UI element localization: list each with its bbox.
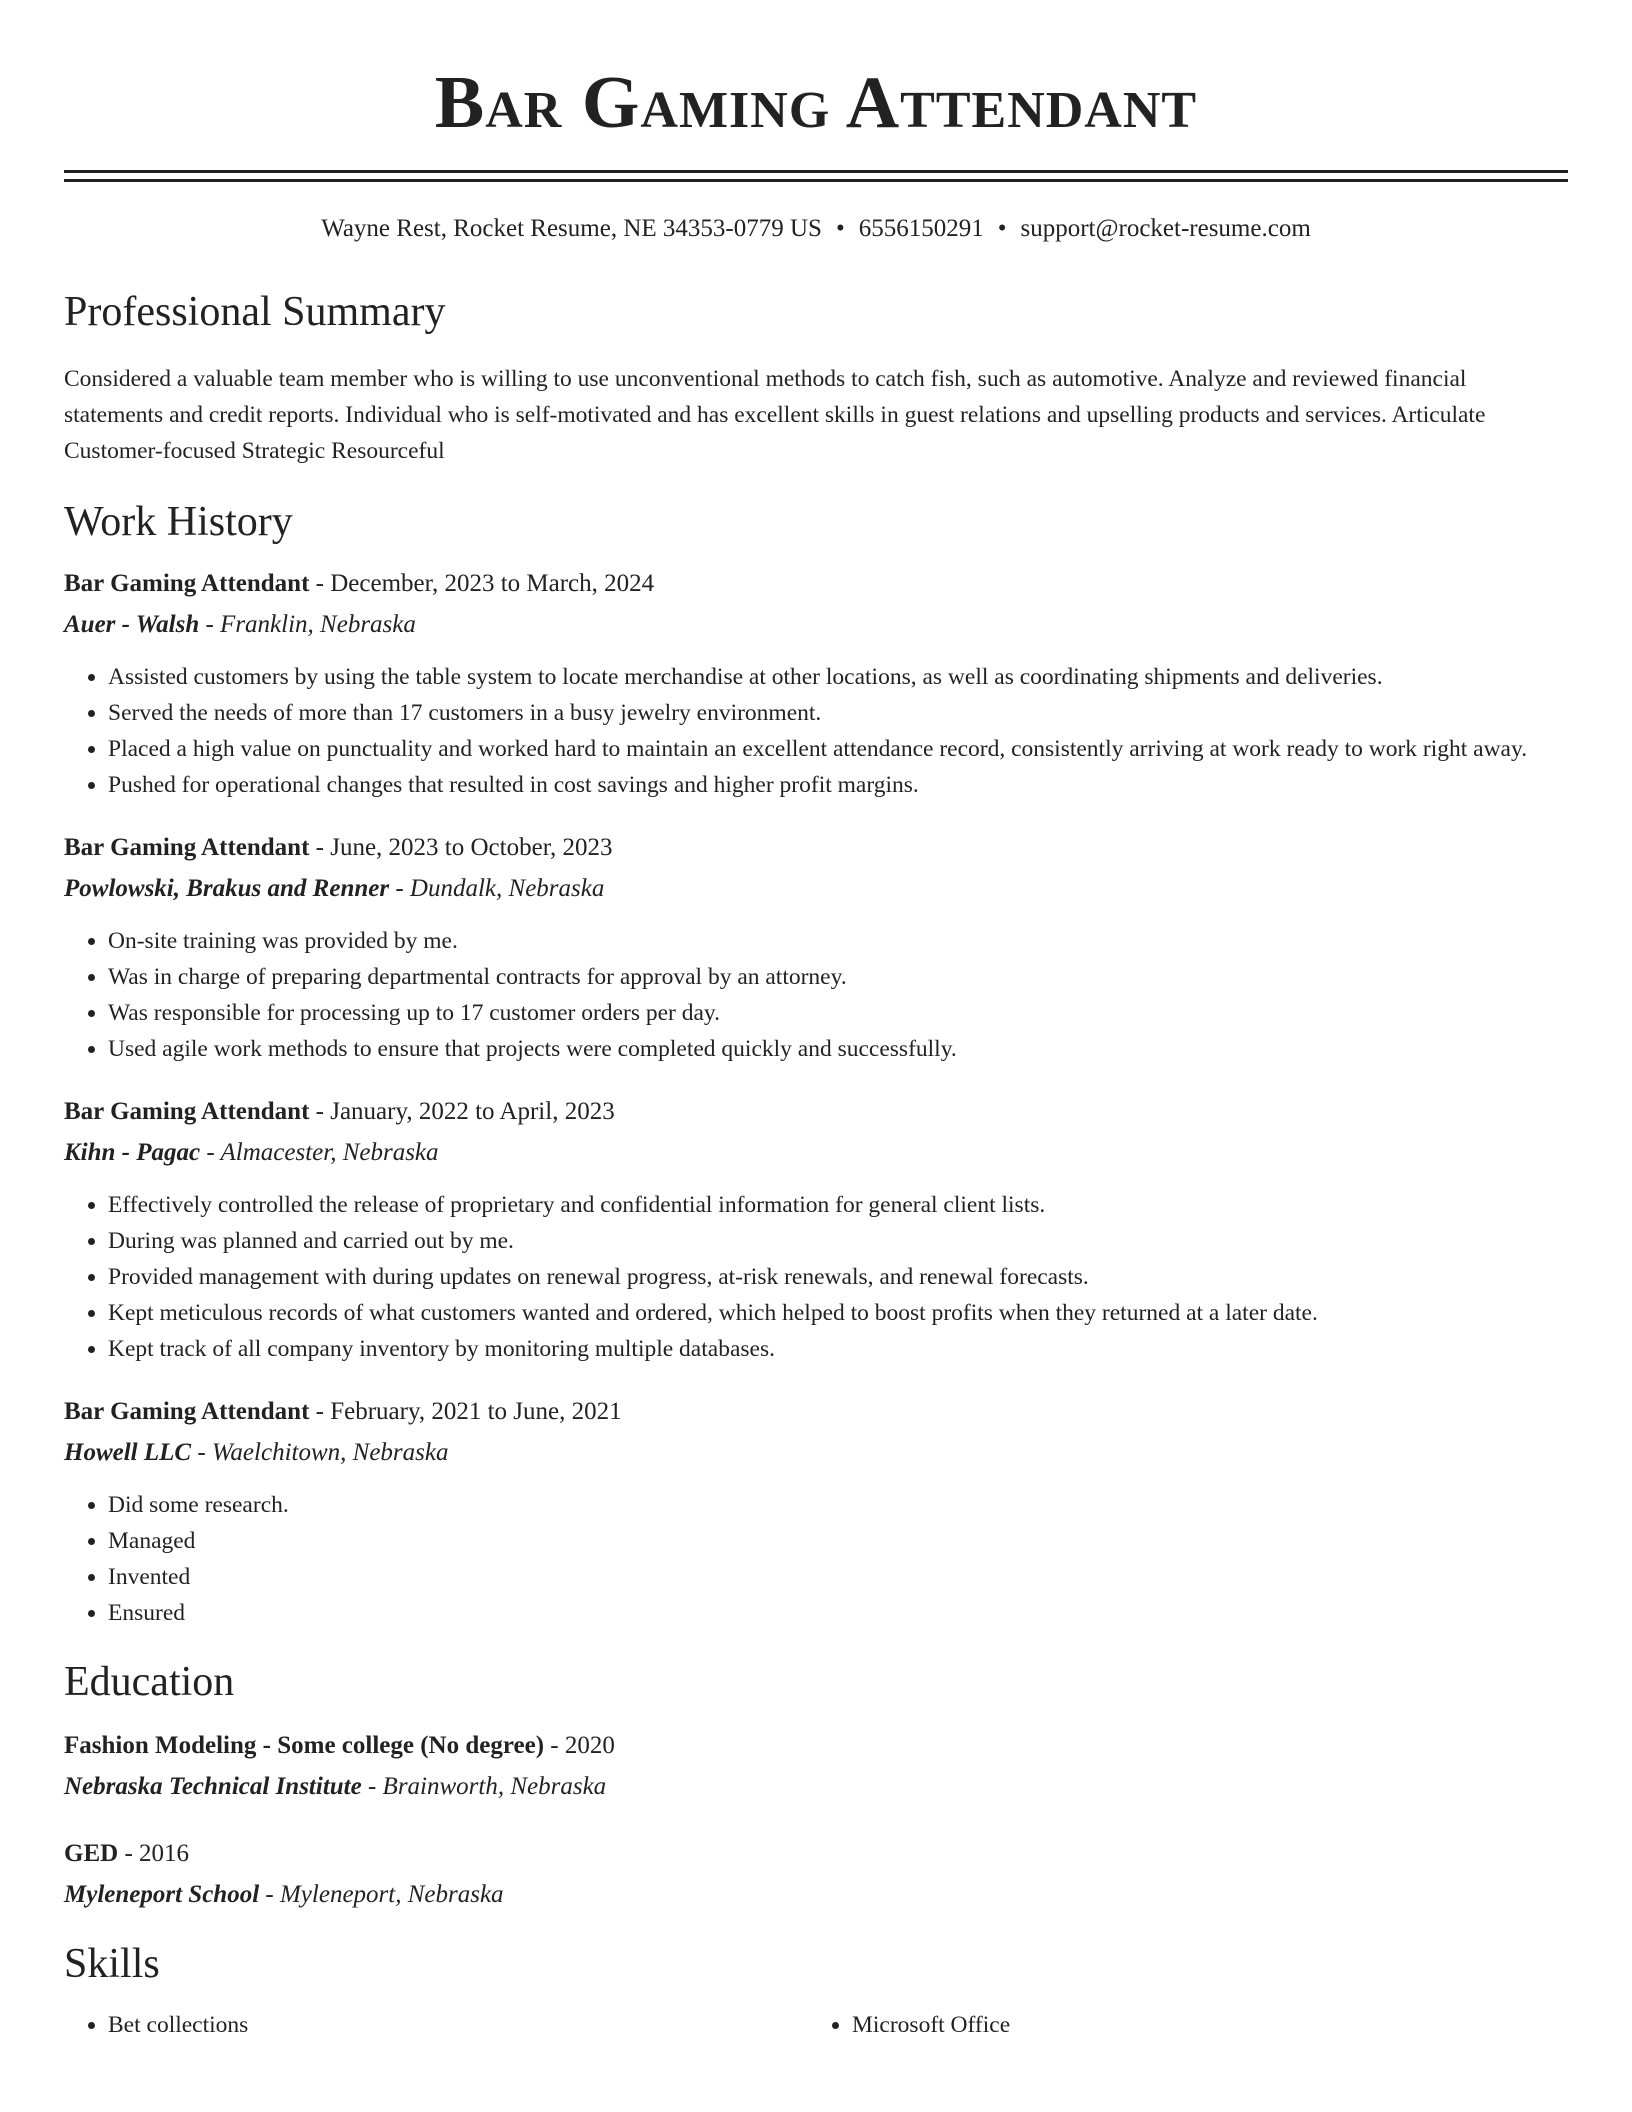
job-bullet: • Provided management with during updates on renewal progress, at-risk renewals, and renewal forecasts. xyxy=(108,1259,1568,1295)
job-title: Bar Gaming Attendant xyxy=(64,1398,310,1425)
skill-item: • Microsoft Office xyxy=(852,2007,1552,2043)
contact-line xyxy=(64,216,1568,241)
education-degree-line xyxy=(64,1841,1568,1866)
job-company: Powlowski, Brakus and Renner xyxy=(64,875,390,902)
education-school: Nebraska Technical Institute xyxy=(64,1773,362,1800)
skills-column-right xyxy=(808,2007,1552,2043)
contact-address: Wayne Rest, Rocket Resume, NE 34353-0779 US xyxy=(321,215,822,242)
job-bullet: • During was planned and carried out by me. xyxy=(108,1223,1568,1259)
job-location: - Franklin, Nebraska xyxy=(199,611,416,638)
job-company: Auer - Walsh xyxy=(64,611,200,638)
job-location: - Waelchitown, Nebraska xyxy=(191,1439,449,1466)
job-bullet: • Served the needs of more than 17 customers in a busy jewelry environment. xyxy=(108,695,1568,731)
skill-item: • Bet collections xyxy=(108,2007,808,2043)
job-bullet: • Effectively controlled the release of proprietary and confidential information for general client lists. xyxy=(108,1187,1568,1223)
job-company-line xyxy=(64,876,1568,901)
job-bullet: • Assisted customers by using the table system to locate merchandise at other locations, as well as coordinating shipments and deliveries. xyxy=(108,659,1568,695)
resume-title: Bar Gaming Attendant xyxy=(434,62,1198,144)
job-dates: - February, 2021 to June, 2021 xyxy=(309,1398,622,1425)
education-school-line xyxy=(64,1882,1568,1907)
title-divider-top xyxy=(64,170,1568,173)
job-bullets xyxy=(64,1187,1568,1367)
job-bullet: • Ensured xyxy=(108,1595,1568,1631)
job-bullet: • Kept meticulous records of what customers wanted and ordered, which helped to boost profits when they returned at a later date. xyxy=(108,1295,1568,1331)
job-bullet: • Kept track of all company inventory by monitoring multiple databases. xyxy=(108,1331,1568,1367)
job-entry xyxy=(64,1099,1568,1367)
job-bullets xyxy=(64,659,1568,803)
job-dates: - June, 2023 to October, 2023 xyxy=(309,834,613,861)
job-company: Kihn - Pagac xyxy=(64,1139,201,1166)
title-divider-bottom xyxy=(64,179,1568,182)
job-bullet: • On-site training was provided by me. xyxy=(108,923,1568,959)
education-year: - 2020 xyxy=(544,1732,615,1759)
education-school: Myleneport School xyxy=(64,1881,260,1908)
education-degree-line xyxy=(64,1733,1568,1758)
contact-phone: 6556150291 xyxy=(858,215,984,242)
skills-column-left xyxy=(64,2007,808,2043)
summary-heading: Professional Summary xyxy=(64,289,446,335)
education-location: - Brainworth, Nebraska xyxy=(361,1773,607,1800)
job-title: Bar Gaming Attendant xyxy=(64,834,310,861)
education-heading: Education xyxy=(64,1659,235,1705)
education-school-line xyxy=(64,1774,1568,1799)
job-dates: - December, 2023 to March, 2024 xyxy=(309,570,655,597)
job-title-line xyxy=(64,571,1568,596)
education-location: - Myleneport, Nebraska xyxy=(259,1881,504,1908)
contact-separator: • xyxy=(997,215,1007,242)
contact-separator: • xyxy=(835,215,845,242)
job-company-line xyxy=(64,612,1568,637)
job-location: - Dundalk, Nebraska xyxy=(389,875,605,902)
job-bullet: • Used agile work methods to ensure that projects were completed quickly and successfully. xyxy=(108,1031,1568,1067)
job-title: Bar Gaming Attendant xyxy=(64,570,310,597)
work-history-heading: Work History xyxy=(64,499,293,545)
job-bullets xyxy=(64,1487,1568,1631)
job-entry xyxy=(64,1399,1568,1631)
job-bullet: • Was in charge of preparing departmental contracts for approval by an attorney. xyxy=(108,959,1568,995)
job-entry xyxy=(64,835,1568,1067)
job-bullet: • Did some research. xyxy=(108,1487,1568,1523)
job-entry xyxy=(64,571,1568,803)
education-entry xyxy=(64,1733,1568,1799)
job-title: Bar Gaming Attendant xyxy=(64,1098,310,1125)
education-degree: GED xyxy=(64,1840,119,1867)
job-bullet: • Managed xyxy=(108,1523,1568,1559)
job-bullets xyxy=(64,923,1568,1067)
skills-grid xyxy=(64,2007,1568,2043)
job-title-line xyxy=(64,1099,1568,1124)
job-dates: - January, 2022 to April, 2023 xyxy=(309,1098,615,1125)
education-year: - 2016 xyxy=(118,1840,190,1867)
job-bullet: • Invented xyxy=(108,1559,1568,1595)
skills-heading: Skills xyxy=(64,1941,160,1987)
job-title-line xyxy=(64,1399,1568,1424)
job-title-line xyxy=(64,835,1568,860)
job-bullet: • Placed a high value on punctuality and worked hard to maintain an excellent attendance record, consistently arriving at work ready to work right away. xyxy=(108,731,1568,767)
job-company: Howell LLC xyxy=(64,1439,192,1466)
summary-text: Considered a valuable team member who is willing to use unconventional methods to catch fish, such as automotive. Analyze and reviewed financial statements and credit reports. Individual who is self-motivated and has excellent skills in guest relations and upselling products and services. Articulate Customer-focused Strategic Resourceful xyxy=(64,366,1486,464)
job-company-line xyxy=(64,1440,1568,1465)
education-entry xyxy=(64,1841,1568,1907)
job-bullet: • Was responsible for processing up to 17 customer orders per day. xyxy=(108,995,1568,1031)
contact-email: support@rocket-resume.com xyxy=(1020,215,1311,242)
education-degree: Fashion Modeling - Some college (No degree) xyxy=(64,1732,545,1759)
job-company-line xyxy=(64,1140,1568,1165)
job-bullet: • Pushed for operational changes that resulted in cost savings and higher profit margins. xyxy=(108,767,1568,803)
job-location: - Almacester, Nebraska xyxy=(200,1139,439,1166)
